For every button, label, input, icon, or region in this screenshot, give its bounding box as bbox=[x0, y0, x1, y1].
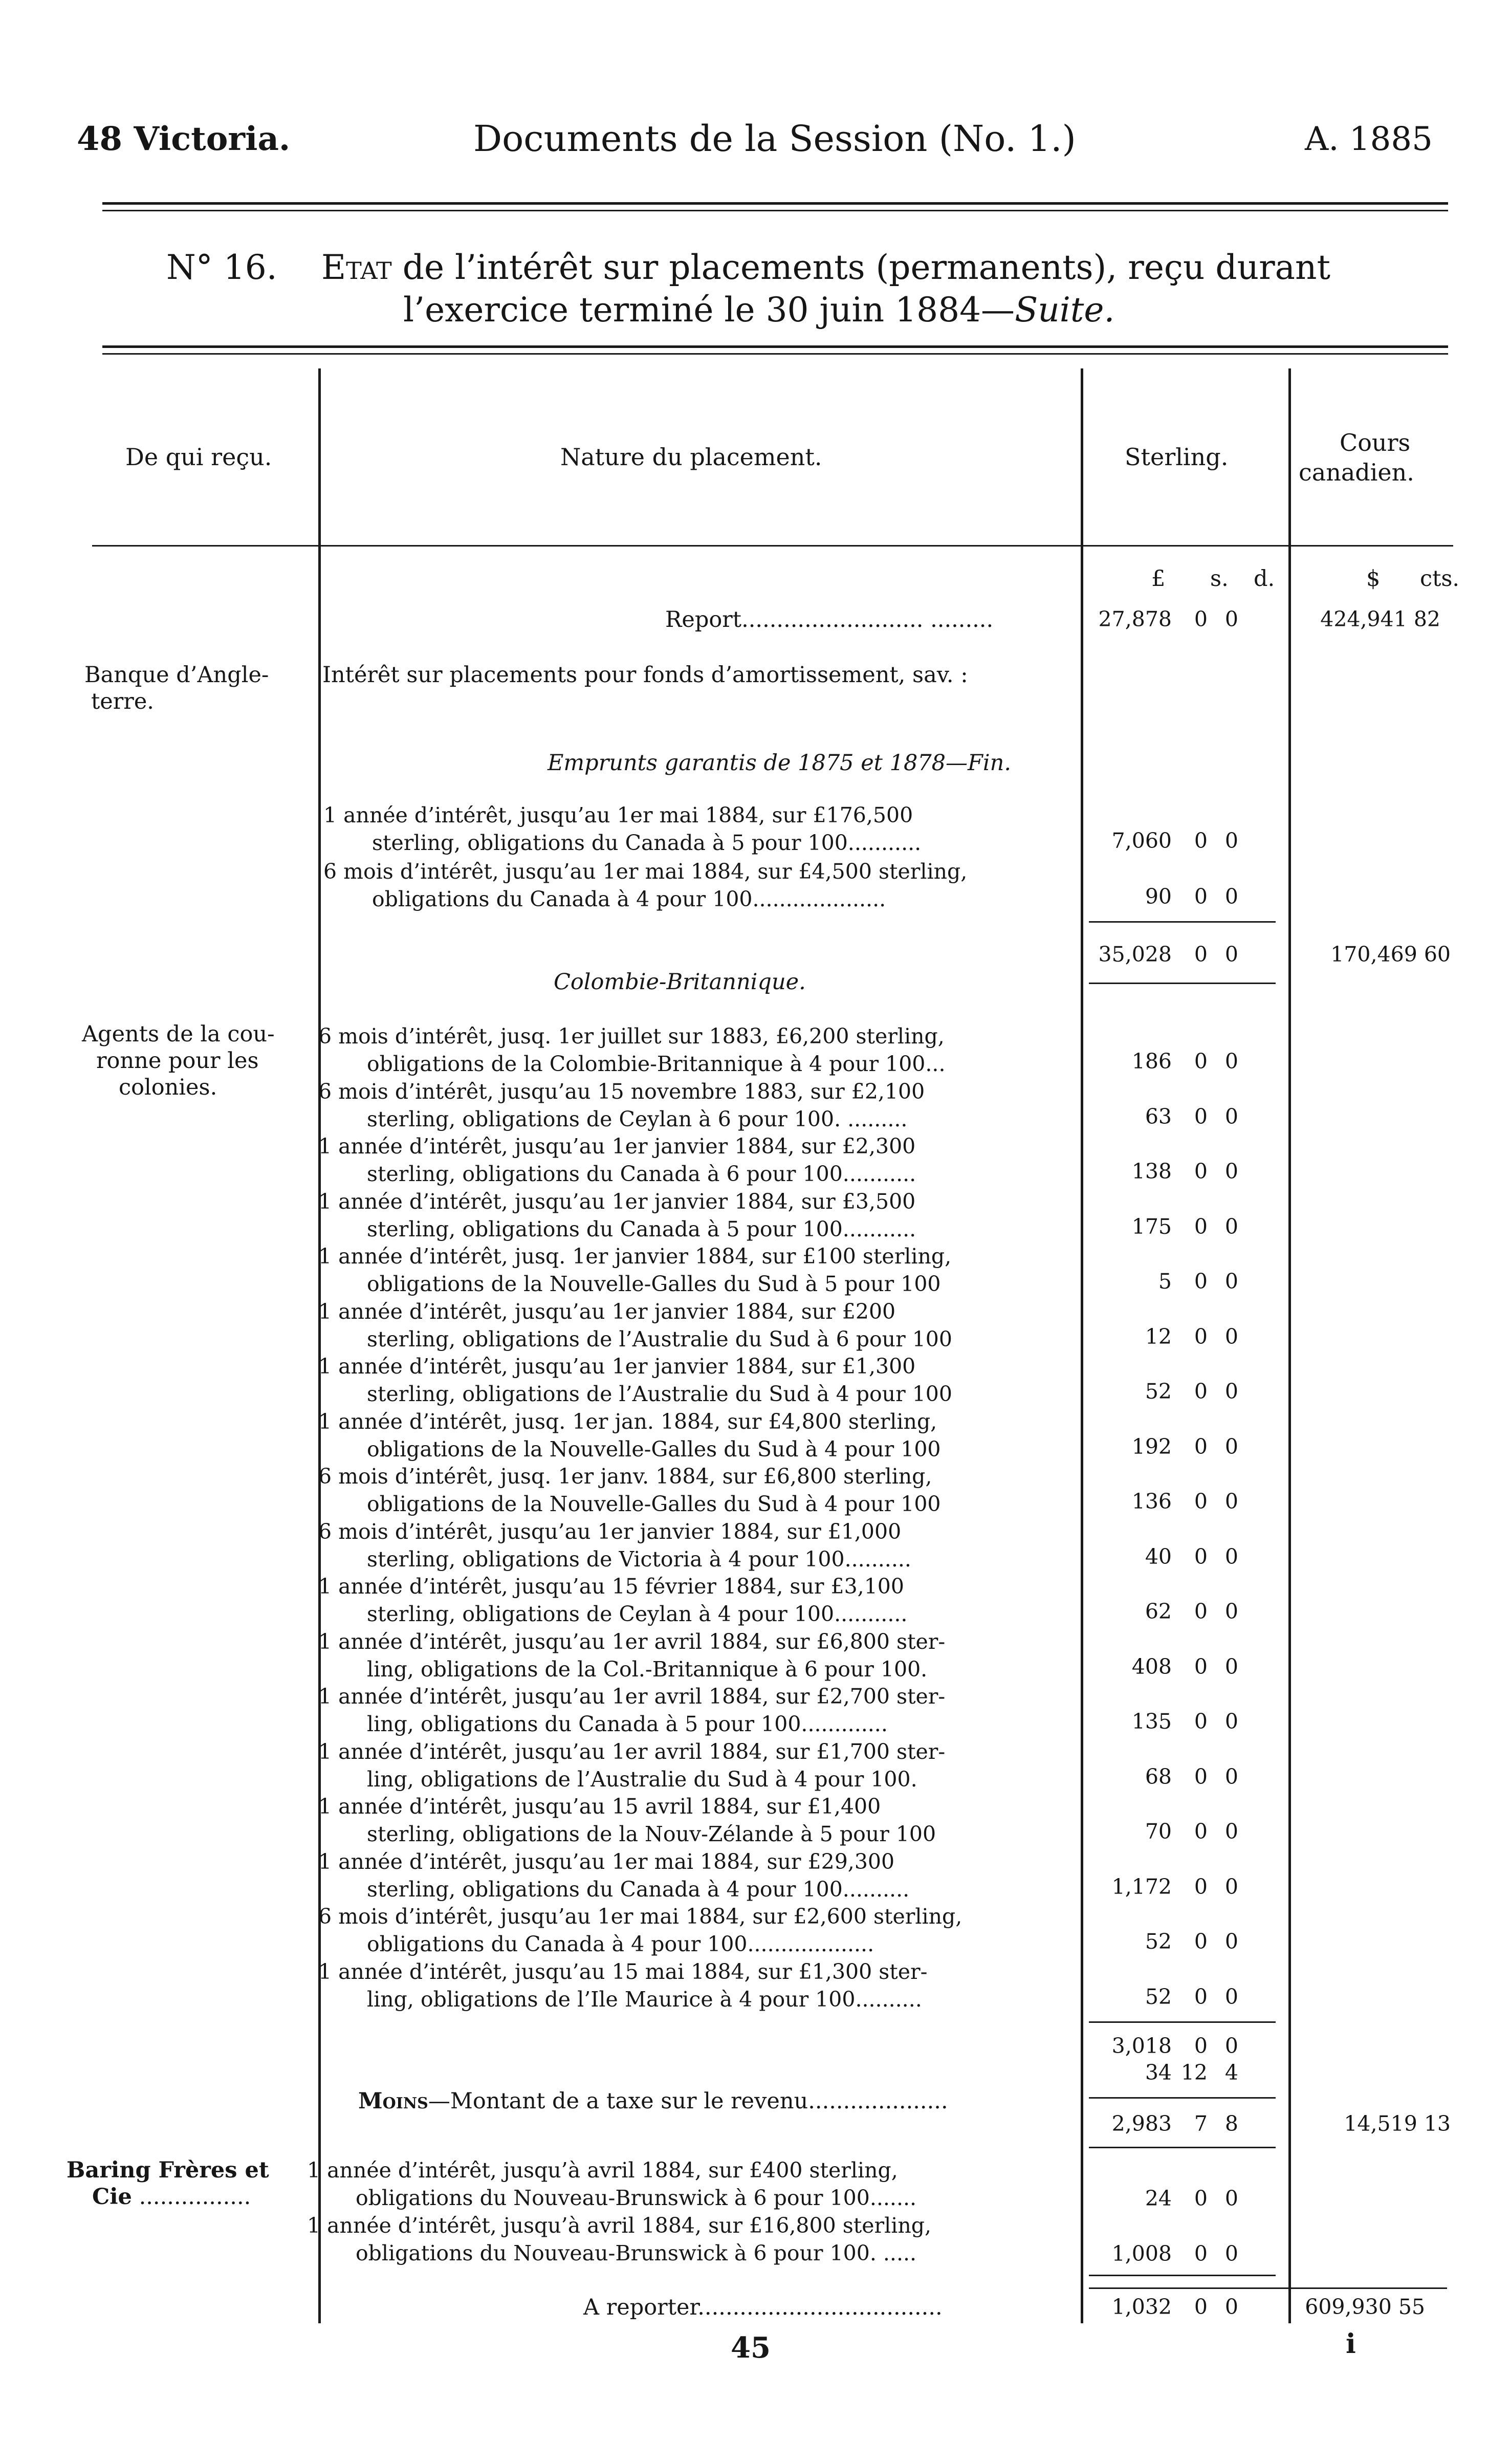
entry-line: 1 année d’intérêt, jusqu’au 1er mai 1884, sur £176,500 bbox=[323, 803, 913, 827]
agent-entry bbox=[318, 1903, 962, 1958]
agent-entry bbox=[318, 1022, 945, 1078]
agent-entry bbox=[318, 1628, 945, 1683]
agents-subtotal-rule bbox=[1089, 2021, 1276, 2023]
entry-line: 1 année d’intérêt, jusqu’au 1er janvier 1884, sur £200 bbox=[318, 1299, 896, 1324]
unit-pound: £ bbox=[1151, 566, 1166, 592]
title-suite: Suite. bbox=[1015, 290, 1115, 330]
title-line-2-text: l’exercice terminé le 30 juin 1884— bbox=[403, 290, 1015, 330]
reporter-top-rule bbox=[1089, 2287, 1447, 2289]
agent-entry-sterling: 135 0 0 bbox=[1131, 1709, 1238, 1734]
header-rule-bottom bbox=[102, 210, 1448, 211]
banque-total-sterling: 35,028 0 0 bbox=[1098, 942, 1238, 967]
entry-line: sterling, obligations du Canada à 6 pour 100........... bbox=[367, 1162, 916, 1186]
banque-total-rule-bottom bbox=[1089, 983, 1276, 984]
entry-line: obligations de la Nouvelle-Galles du Sud à 4 pour 100 bbox=[367, 1492, 941, 1516]
entry-line: obligations du Nouveau-Brunswick à 6 pour 100. ..... bbox=[356, 2241, 917, 2265]
agents-total-rule-bottom bbox=[1089, 2147, 1276, 2148]
entry-line: 1 année d’intérêt, jusqu’au 1er janvier 1884, sur £1,300 bbox=[318, 1354, 916, 1379]
title-rule-top bbox=[102, 345, 1448, 348]
entry-line: ling, obligations du Canada à 5 pour 100............. bbox=[367, 1712, 888, 1736]
title-rule-bottom bbox=[102, 353, 1448, 355]
entry-line: 6 mois d’intérêt, jusqu’au 15 novembre 1883, sur £2,100 bbox=[318, 1079, 925, 1104]
agent-entry bbox=[318, 1408, 941, 1463]
header-bottom-rule bbox=[92, 545, 1453, 547]
entry-line: 1 année d’intérêt, jusq. 1er janvier 1884, sur £100 sterling, bbox=[318, 1244, 952, 1269]
entry-line: ling, obligations de l’Australie du Sud à 4 pour 100. bbox=[367, 1767, 917, 1792]
title-line-1-rest: de l’intérêt sur placements (permanents), reçu durant bbox=[391, 248, 1331, 287]
banque-line: Intérêt sur placements pour fonds d’amortissement, sav. : bbox=[322, 662, 968, 688]
col-head-cours-1: Cours bbox=[1340, 429, 1411, 456]
a-reporter-canadien: 609,930 55 bbox=[1305, 2295, 1425, 2319]
entry-line: obligations de la Colombie-Britannique à 4 pour 100... bbox=[367, 1052, 946, 1076]
agents-total-sterling: 2,983 7 8 bbox=[1111, 2111, 1238, 2136]
agents-subhead: Colombie-Britannique. bbox=[554, 969, 806, 995]
report-sterling: 27,878 0 0 bbox=[1098, 607, 1238, 631]
header-left: 48 Victoria. bbox=[77, 120, 291, 158]
agent-entry-sterling: 136 0 0 bbox=[1131, 1489, 1238, 1514]
header-center: Documents de la Session (No. 1.) bbox=[473, 118, 1076, 160]
entry-line: sterling, obligations de l’Australie du Sud à 4 pour 100 bbox=[367, 1382, 952, 1406]
agent-entry bbox=[318, 1518, 911, 1573]
agent-entry bbox=[318, 1298, 952, 1353]
col-head-sterling: Sterling. bbox=[1125, 443, 1229, 471]
agent-entry-sterling: 40 0 0 bbox=[1145, 1544, 1238, 1569]
agent-entry bbox=[318, 1463, 941, 1518]
baring-entry bbox=[307, 2212, 931, 2267]
reporter-rule bbox=[1089, 2275, 1276, 2276]
report-canadien: 424,941 82 bbox=[1320, 607, 1440, 631]
unit-d: d. bbox=[1254, 566, 1275, 592]
baring-entry bbox=[307, 2156, 916, 2212]
agent-entry-sterling: 192 0 0 bbox=[1131, 1434, 1238, 1459]
banque-subhead: Emprunts garantis de 1875 et 1878—Fin. bbox=[548, 750, 1011, 776]
entry-line: 1 année d’intérêt, jusqu’au 1er avril 1884, sur £6,800 ster- bbox=[318, 1629, 946, 1654]
entry-line: obligations de la Nouvelle-Galles du Sud à 5 pour 100 bbox=[367, 1272, 941, 1296]
agent-entry bbox=[318, 1573, 907, 1628]
moins-label: Moins bbox=[358, 2088, 428, 2114]
agent-entry-sterling: 138 0 0 bbox=[1131, 1159, 1238, 1184]
agent-entry-sterling: 1,172 0 0 bbox=[1111, 1874, 1238, 1899]
title-line-2 bbox=[403, 290, 1115, 330]
agent-entry-sterling: 5 0 0 bbox=[1158, 1269, 1238, 1294]
banque-from-1: Banque d’Angle- bbox=[84, 662, 269, 688]
agent-entry-sterling: 408 0 0 bbox=[1131, 1654, 1238, 1679]
table-number: N° 16. bbox=[166, 248, 277, 287]
unit-cts: cts. bbox=[1420, 566, 1460, 592]
moins-text: —Montant de a taxe sur le revenu.................... bbox=[428, 2088, 948, 2114]
entry-line: 1 année d’intérêt, jusqu’à avril 1884, sur £400 sterling, bbox=[307, 2158, 898, 2183]
title-line-1 bbox=[321, 248, 1331, 287]
entry-line: 6 mois d’intérêt, jusq. 1er janv. 1884, sur £6,800 sterling, bbox=[318, 1464, 932, 1489]
unit-dollar: $ bbox=[1366, 566, 1381, 592]
a-reporter-label: A reporter................................... bbox=[583, 2295, 943, 2320]
agent-entry-sterling: 175 0 0 bbox=[1131, 1214, 1238, 1239]
agent-entry bbox=[318, 1793, 936, 1848]
agents-subtotal-sterling: 3,018 0 0 bbox=[1111, 2034, 1238, 2058]
entry-line: obligations du Nouveau-Brunswick à 6 pour 100....... bbox=[356, 2186, 917, 2210]
entry-line: 1 année d’intérêt, jusqu’au 1er mai 1884, sur £29,300 bbox=[318, 1849, 895, 1874]
col-head-nature: Nature du placement. bbox=[560, 443, 822, 471]
agent-entry-sterling: 52 0 0 bbox=[1145, 1379, 1238, 1404]
agent-entry-sterling: 52 0 0 bbox=[1145, 1929, 1238, 1954]
agent-entry-sterling: 62 0 0 bbox=[1145, 1599, 1238, 1624]
entry-line: sterling, obligations de Ceylan à 6 pour 100. ......... bbox=[367, 1107, 908, 1131]
entry-line: sterling, obligations du Canada à 5 pour 100........... bbox=[372, 831, 922, 855]
agent-entry bbox=[318, 1188, 916, 1243]
agent-entry bbox=[318, 1078, 925, 1133]
entry-line: ling, obligations de la Col.-Britannique à 6 pour 100. bbox=[367, 1657, 928, 1682]
agent-entry-sterling: 52 0 0 bbox=[1145, 1985, 1238, 2009]
footer-mark: i bbox=[1346, 2328, 1356, 2360]
title-etat: Etat bbox=[321, 248, 392, 287]
col-head-from: De qui reçu. bbox=[125, 443, 272, 471]
entry-line: 1 année d’intérêt, jusqu’au 1er avril 1884, sur £2,700 ster- bbox=[318, 1684, 946, 1709]
moins-line bbox=[358, 2090, 948, 2112]
agents-total-rule bbox=[1089, 2097, 1276, 2099]
agent-entry-sterling: 68 0 0 bbox=[1145, 1764, 1238, 1789]
entry-line: 1 année d’intérêt, jusqu’au 15 avril 1884, sur £1,400 bbox=[318, 1794, 881, 1819]
entry-line: sterling, obligations de Ceylan à 4 pour 100........... bbox=[367, 1602, 908, 1626]
entry-line: 1 année d’intérêt, jusqu’au 15 février 1884, sur £3,100 bbox=[318, 1574, 904, 1599]
agent-entry-sterling: 70 0 0 bbox=[1145, 1819, 1238, 1844]
banque-entry-sterling: 90 0 0 bbox=[1145, 884, 1238, 909]
agent-entry-sterling: 63 0 0 bbox=[1145, 1104, 1238, 1129]
a-reporter-sterling: 1,032 0 0 bbox=[1111, 2295, 1238, 2319]
agent-entry bbox=[318, 1132, 916, 1188]
moins-sterling: 34 12 4 bbox=[1145, 2060, 1238, 2085]
entry-line: 1 année d’intérêt, jusqu’à avril 1884, sur £16,800 sterling, bbox=[307, 2213, 932, 2238]
agents-total-canadien: 14,519 13 bbox=[1344, 2111, 1451, 2136]
agents-from-1: Agents de la cou- bbox=[82, 1021, 275, 1047]
entry-line: obligations du Canada à 4 pour 100.................... bbox=[372, 887, 886, 911]
banque-total-rule bbox=[1089, 921, 1276, 923]
banque-from-2: terre. bbox=[91, 689, 154, 714]
entry-line: 1 année d’intérêt, jusqu’au 15 mai 1884, sur £1,300 ster- bbox=[318, 1959, 928, 1984]
agents-from-3: colonies. bbox=[119, 1075, 217, 1100]
report-label: Report.......................... ......... bbox=[665, 607, 994, 633]
banque-entry bbox=[323, 858, 967, 913]
agent-entry bbox=[318, 1353, 952, 1408]
agent-entry-sterling: 186 0 0 bbox=[1131, 1049, 1238, 1074]
entry-line: 6 mois d’intérêt, jusq. 1er juillet sur 1883, £6,200 sterling, bbox=[318, 1024, 945, 1049]
banque-total-canadien: 170,469 60 bbox=[1330, 942, 1451, 967]
baring-from-2: Cie ................ bbox=[92, 2184, 251, 2210]
agent-entry bbox=[318, 1738, 945, 1793]
entry-line: 1 année d’intérêt, jusqu’au 1er janvier 1884, sur £2,300 bbox=[318, 1134, 916, 1159]
entry-line: obligations de la Nouvelle-Galles du Sud à 4 pour 100 bbox=[367, 1437, 941, 1462]
entry-line: obligations du Canada à 4 pour 100................... bbox=[367, 1932, 874, 1956]
entry-line: sterling, obligations de l’Australie du Sud à 6 pour 100 bbox=[367, 1327, 952, 1351]
agent-entry bbox=[318, 1848, 909, 1903]
agent-entry bbox=[318, 1242, 951, 1298]
rule-col-nature bbox=[1081, 368, 1083, 2323]
banque-entry-sterling: 7,060 0 0 bbox=[1111, 828, 1238, 853]
banque-entry bbox=[323, 801, 921, 857]
header-right: A. 1885 bbox=[1305, 120, 1433, 158]
entry-line: 1 année d’intérêt, jusqu’au 1er janvier 1884, sur £3,500 bbox=[318, 1189, 916, 1214]
header-rule-top bbox=[102, 202, 1448, 205]
entry-line: 1 année d’intérêt, jusqu’au 1er avril 1884, sur £1,700 ster- bbox=[318, 1739, 946, 1764]
entry-line: sterling, obligations du Canada à 4 pour 100.......... bbox=[367, 1877, 910, 1902]
entry-line: ling, obligations de l’Ile Maurice à 4 pour 100.......... bbox=[367, 1987, 922, 2012]
agents-from-2: ronne pour les bbox=[96, 1048, 259, 1074]
col-head-cours-2: canadien. bbox=[1299, 459, 1414, 486]
agent-entry bbox=[318, 1683, 945, 1738]
baring-entry-sterling: 24 0 0 bbox=[1145, 2186, 1238, 2211]
agent-entry bbox=[318, 1958, 927, 2013]
baring-from-1: Baring Frères et bbox=[67, 2157, 269, 2183]
entry-line: 1 année d’intérêt, jusq. 1er jan. 1884, sur £4,800 sterling, bbox=[318, 1409, 937, 1434]
entry-line: sterling, obligations de Victoria à 4 pour 100.......... bbox=[367, 1547, 911, 1572]
entry-line: sterling, obligations de la Nouv-Zélande à 5 pour 100 bbox=[367, 1822, 936, 1846]
baring-entry-sterling: 1,008 0 0 bbox=[1111, 2241, 1238, 2266]
page-number: 45 bbox=[731, 2331, 771, 2365]
rule-col-sterling bbox=[1288, 368, 1291, 2323]
unit-s: s. bbox=[1210, 566, 1229, 592]
entry-line: 6 mois d’intérêt, jusqu’au 1er mai 1884, sur £2,600 sterling, bbox=[318, 1904, 962, 1929]
agent-entry-sterling: 12 0 0 bbox=[1145, 1324, 1238, 1349]
entry-line: sterling, obligations du Canada à 5 pour 100........... bbox=[367, 1217, 916, 1241]
entry-line: 6 mois d’intérêt, jusqu’au 1er mai 1884, sur £4,500 sterling, bbox=[323, 859, 968, 884]
entry-line: 6 mois d’intérêt, jusqu’au 1er janvier 1884, sur £1,000 bbox=[318, 1519, 902, 1544]
